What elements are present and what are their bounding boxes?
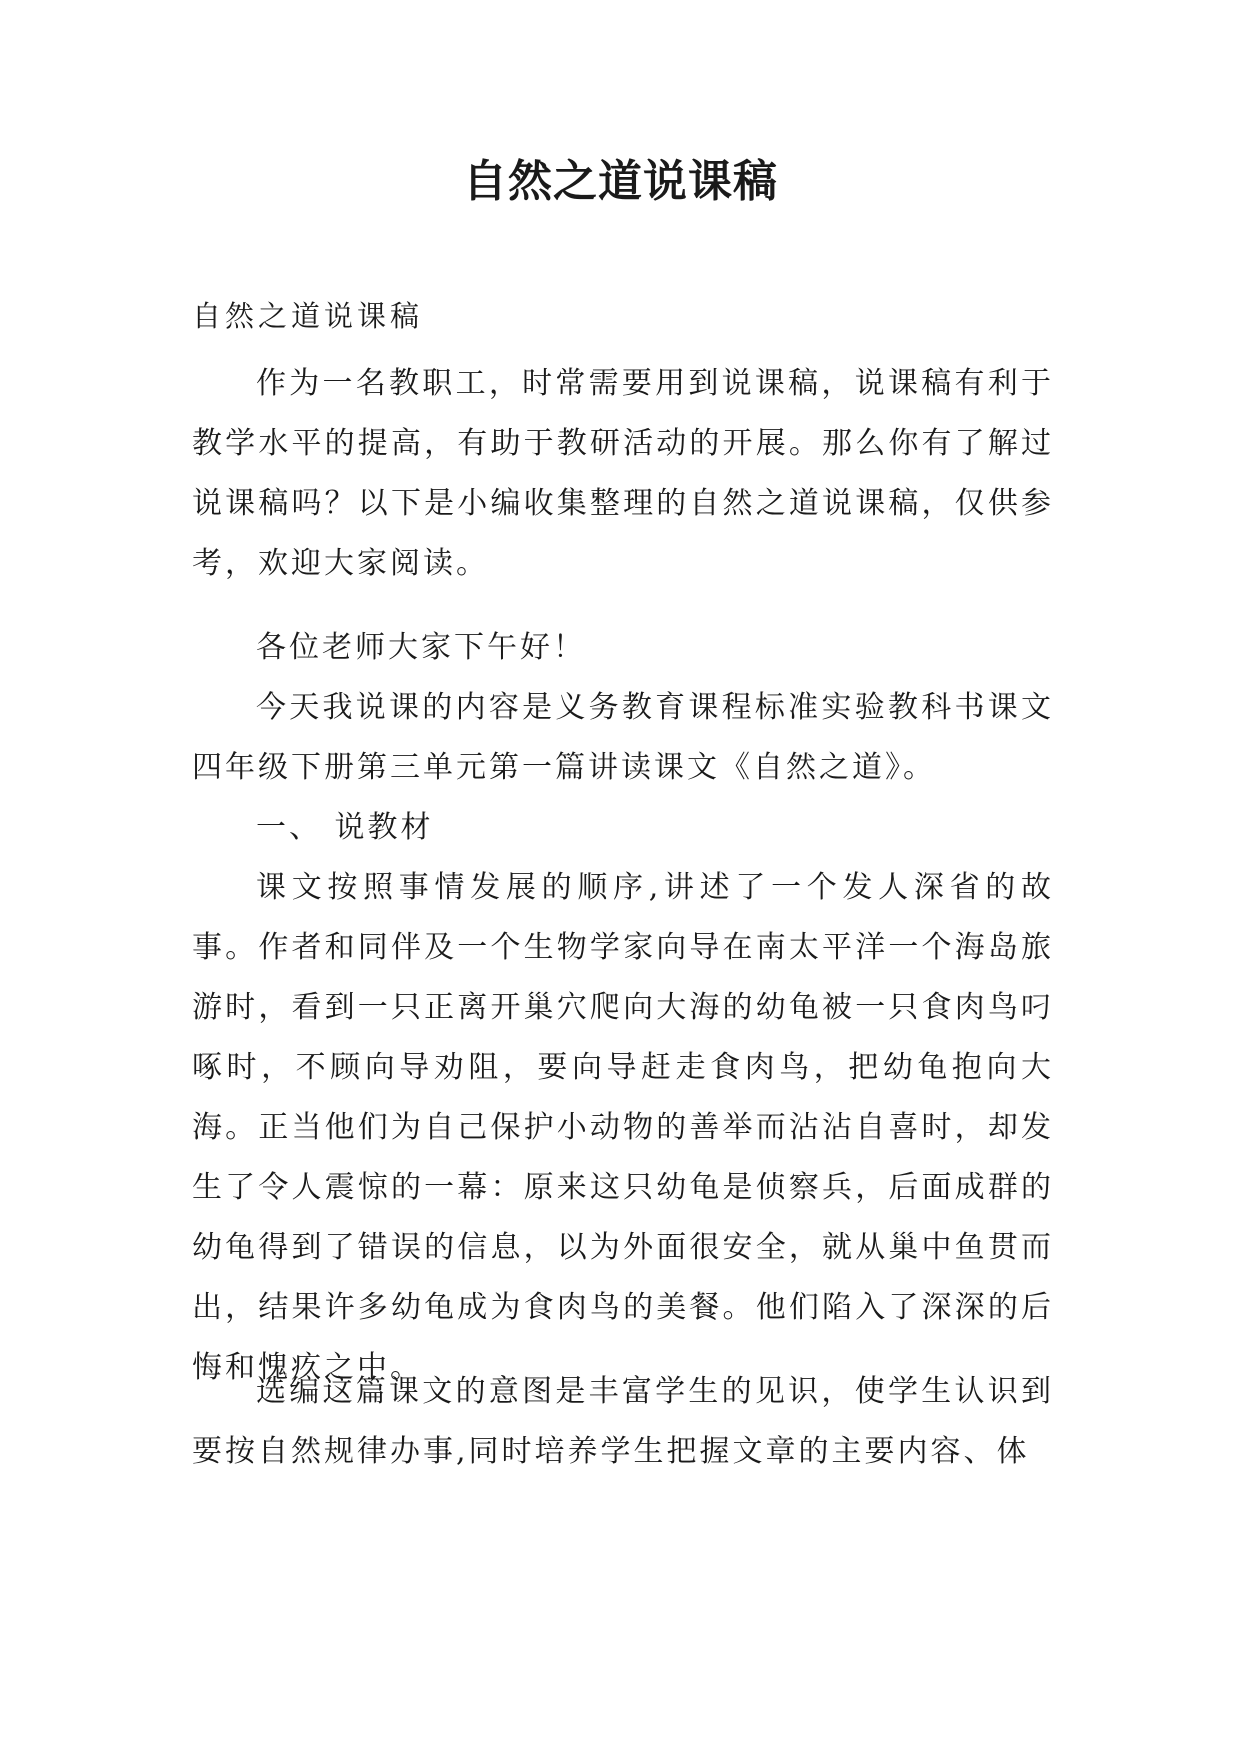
- intro-paragraph: 作为一名教职工，时常需要用到说课稿，说课稿有利于教学水平的提高，有助于教研活动的开展。那么你有了解过说课稿吗？以下是小编收集整理的自然之道说课稿，仅供参考，欢迎大家阅读。: [192, 366, 1054, 581]
- greeting-line: 各位老师大家下午好！: [256, 630, 586, 665]
- material-paragraph: 课文按照事情发展的顺序,讲述了一个发人深省的故事。作者和同伴及一个生物学家向导在南太平洋一个海岛旅游时，看到一只正离开巢穴爬向大海的幼龟被一只食肉鸟叼啄时，不顾向导劝阻，要向导赶走食肉鸟，把幼龟抱向大海。正当他们为自己保护小动物的善举而沾沾自喜时，却发生了令人震惊的一幕：原来这只幼龟是侦察兵，后面成群的幼龟得到了错误的信息，以为外面很安全，就从巢中鱼贯而出，结果许多幼龟成为食肉鸟的美餐。他们陷入了深深的后悔和愧疚之中。: [192, 870, 1054, 1385]
- document-title: 自然之道说课稿: [463, 156, 778, 207]
- intent-paragraph: 选编这篇课文的意图是丰富学生的见识，使学生认识到要按自然规律办事,同时培养学生把握文章的主要内容、体: [192, 1374, 1054, 1469]
- section-heading: 一、 说教材: [256, 810, 434, 845]
- document-subtitle: 自然之道说课稿: [192, 299, 424, 333]
- topic-paragraph: 今天我说课的内容是义务教育课程标准实验教科书课文四年级下册第三单元第一篇讲读课文《自然之道》。: [192, 690, 1054, 785]
